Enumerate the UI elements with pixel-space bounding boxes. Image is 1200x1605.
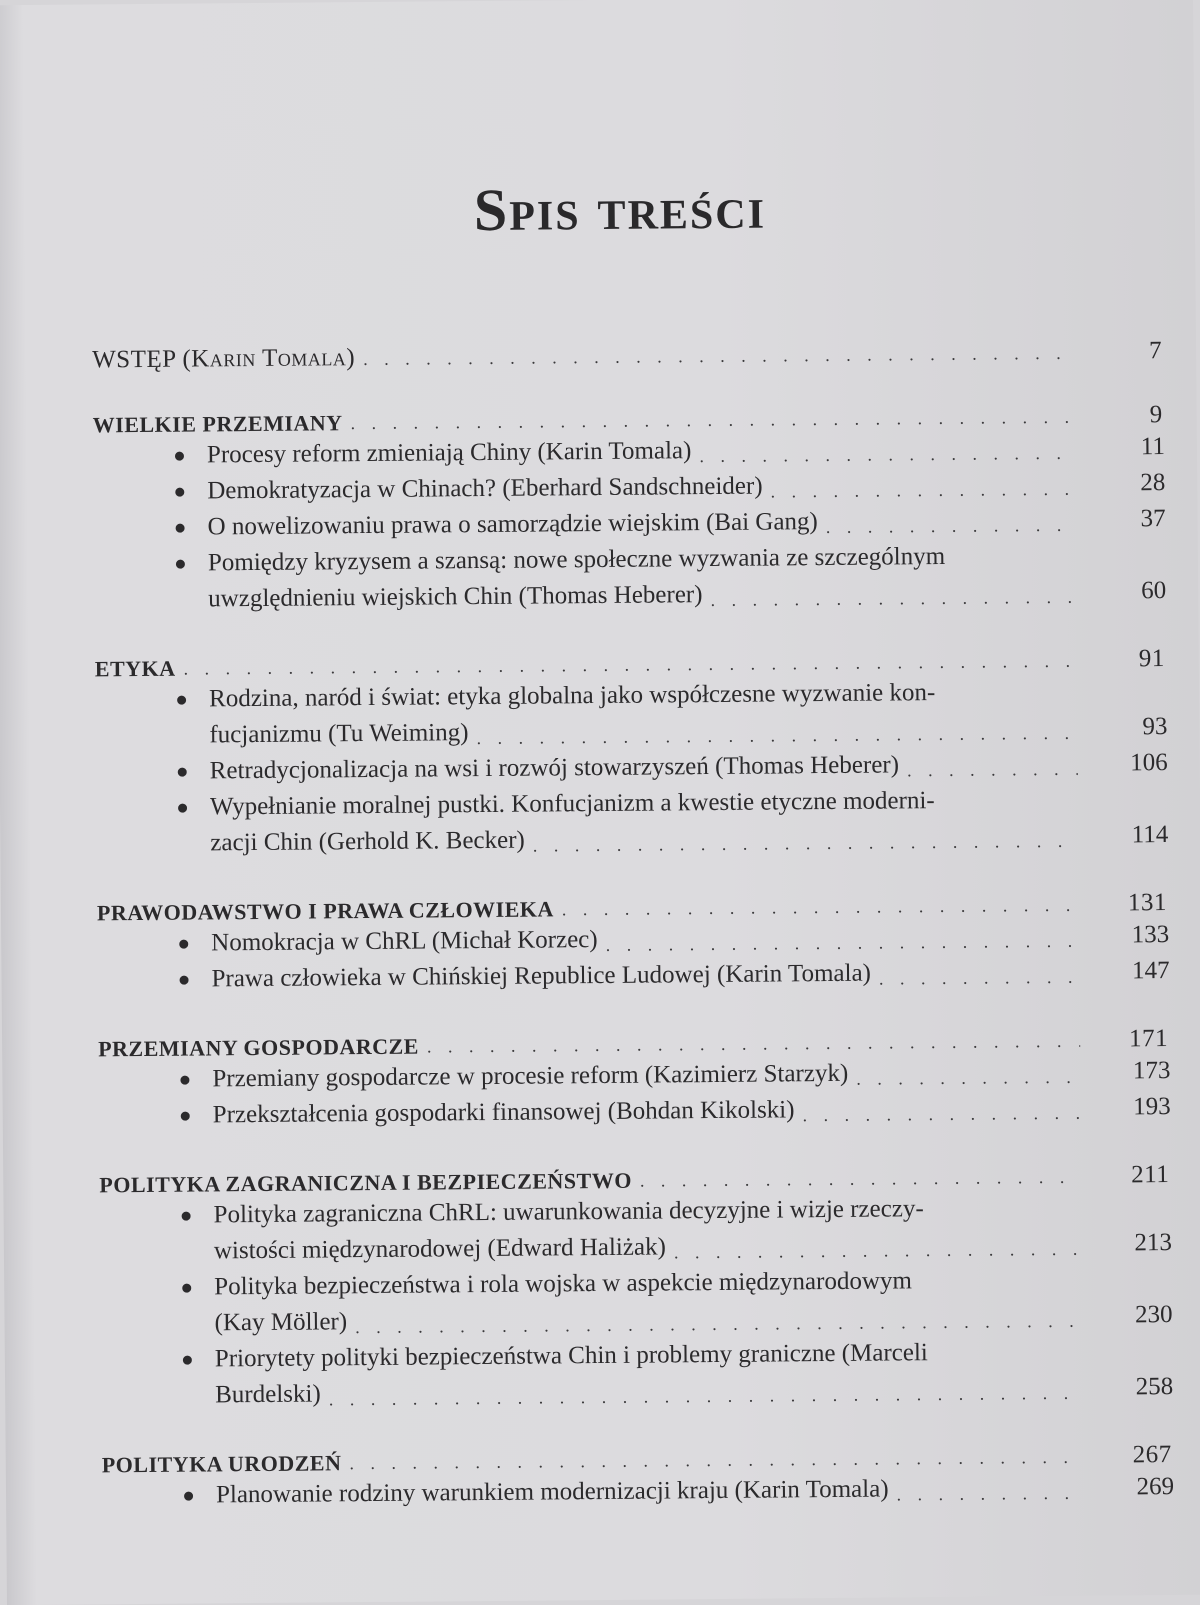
section-title: WSTĘP (Karin Tomala) (92, 344, 356, 374)
bullet-icon (182, 1284, 191, 1293)
entry-page-number: 193 (1133, 1093, 1171, 1121)
entry-last-line (210, 817, 1169, 861)
toc-entry[interactable] (184, 1469, 1175, 1514)
toc-entry[interactable] (178, 781, 1167, 862)
entry-last-line (215, 1469, 1175, 1513)
toc-entry[interactable] (181, 1089, 1169, 1134)
bullet-icon (184, 1492, 193, 1501)
entry-last-line (213, 1089, 1169, 1133)
dot-leader (606, 928, 1080, 958)
entry-page-number: 230 (1134, 1301, 1173, 1329)
entry-page-number: 28 (1140, 469, 1166, 497)
entry-title-line: uwzględnieniu wiejskich Chin (Thomas Heberer) (208, 581, 703, 613)
entry-title-line: Burdelski) (215, 1380, 321, 1409)
entry-title-line: Polityka bezpieczeństwa i rola wojska w aspekcie międzynarodowym (214, 1267, 913, 1301)
toc-entry[interactable] (181, 1189, 1173, 1270)
section-title: ETYKA (94, 655, 176, 682)
entry-title-line: fucjanizmu (Tu Weiming) (209, 719, 469, 749)
entry-page-number: 37 (1140, 505, 1166, 533)
entry-page-number: 11 (1140, 433, 1166, 461)
entry-title-line: Retradycjonalizacja na wsi i rozwój stowarzyszeń (Thomas Heberer) (209, 751, 900, 785)
entry-page-number: 213 (1134, 1229, 1173, 1257)
entry-page-number: 269 (1136, 1473, 1175, 1501)
dot-leader (879, 964, 1080, 992)
entry-title-line: Polityka zagraniczna ChRL: uwarunkowania decyzyjne i wizje rzeczy- (213, 1195, 924, 1229)
entry-title-line: Przekształcenia gospodarki finansowej (Bohdan Kikolski) (212, 1096, 795, 1129)
section-page-number: 9 (1149, 401, 1163, 429)
toc-entry[interactable] (179, 953, 1170, 998)
bullet-icon (180, 976, 189, 985)
entry-last-line (211, 953, 1170, 997)
dot-leader (802, 1100, 1080, 1128)
entry-list (175, 429, 1165, 618)
section-title: WIELKIE PRZEMIANY (92, 410, 343, 438)
entry-title-line: O nowelizowaniu prawa o samorządzie wiejskim (Bai Gang) (207, 508, 818, 541)
entry-title-line: zacji Chin (Gerhold K. Becker) (210, 826, 525, 857)
toc-entry[interactable] (177, 673, 1166, 754)
dot-leader (329, 1380, 1084, 1413)
dot-leader (710, 584, 1076, 613)
dot-leader (856, 1064, 1080, 1092)
page-title: Spis treści (473, 174, 767, 244)
bullet-icon (175, 488, 184, 497)
bullet-icon (182, 1212, 191, 1221)
entry-last-line (215, 1369, 1174, 1413)
bullet-icon (178, 804, 187, 813)
dot-leader (897, 1480, 1085, 1508)
entry-page-number: 60 (1141, 577, 1167, 605)
entry-last-line (208, 573, 1167, 617)
bullet-icon (175, 452, 184, 461)
bullet-icon (180, 1076, 189, 1085)
section-title: PRAWODAWSTWO I PRAWA CZŁOWIEKA (96, 896, 554, 926)
entry-page-number: 133 (1131, 921, 1170, 949)
entry-title-line: Demokratyzacja w Chinach? (Eberhard Sandschneider) (207, 472, 763, 505)
bullet-icon (176, 524, 185, 533)
section-title: POLITYKA ZAGRANICZNA I BEZPIECZEŃSTWO (99, 1167, 632, 1198)
toc-section-polityka-urodzen (102, 1431, 1173, 1514)
section-page-number: 7 (1148, 337, 1163, 365)
toc-section-prawodawstwo (97, 879, 1168, 998)
bullet-icon (178, 768, 187, 777)
entry-list (179, 917, 1168, 998)
entry-title-line: Pomiędzy kryzysem a szansą: nowe społeczne wyzwania ze szczególnym (207, 542, 946, 577)
bullet-icon (177, 696, 186, 705)
toc-section-wstep (92, 321, 1162, 374)
toc-entry[interactable] (176, 537, 1165, 618)
entry-list (184, 1469, 1175, 1514)
section-page-number: 131 (1127, 889, 1168, 917)
section-page-number: 267 (1132, 1441, 1172, 1469)
entry-title-line: Prawa człowieka w Chińskiej Republice Ludowej (Karin Tomala) (211, 959, 872, 993)
entry-title-line: Priorytety polityki bezpieczeństwa Chin i problemy graniczne (Marceli (214, 1339, 928, 1373)
entry-title-line: wistości międzynarodowej (Edward Haliżak) (213, 1233, 666, 1265)
entry-title-line: (Kay Möller) (214, 1308, 348, 1337)
section-title: POLITYKA URODZEŃ (101, 1450, 342, 1478)
entry-page-number: 106 (1130, 749, 1168, 777)
dot-leader (640, 1164, 1082, 1194)
bullet-icon (183, 1356, 192, 1365)
dot-leader (826, 512, 1076, 540)
entry-title-line: Nomokracja w ChRL (Michał Korzec) (211, 926, 598, 957)
entry-list (177, 673, 1167, 862)
bullet-icon (181, 1112, 190, 1121)
entry-page-number: 173 (1132, 1057, 1171, 1085)
section-page-number: 211 (1131, 1161, 1170, 1189)
toc-section-polityka-zagraniczna (99, 1151, 1174, 1414)
entry-title-line: Procesy reform zmieniają Chiny (Karin Tomala) (206, 437, 692, 469)
entry-title-line: Wypełnianie moralnej pustki. Konfucjanizm a kwestie etyczne moderni- (209, 787, 935, 821)
toc-entry[interactable] (182, 1261, 1171, 1342)
entry-list (180, 1053, 1169, 1134)
section-page-number: 171 (1128, 1025, 1169, 1053)
toc-section-wielkie-przemiany (92, 391, 1167, 618)
dot-leader (363, 340, 1074, 372)
bullet-icon (179, 940, 188, 949)
entry-title-line: Rodzina, naród i świat: etyka globalna jako współczesne wyzwanie kon- (208, 679, 936, 713)
entry-list (181, 1189, 1174, 1414)
bullet-icon (176, 560, 185, 569)
entry-page-number: 258 (1135, 1373, 1174, 1401)
dot-leader (771, 476, 1076, 505)
entry-page-number: 93 (1142, 713, 1168, 741)
table-of-contents (92, 321, 1173, 1540)
entry-title-line: Przemiany gospodarcze w procesie reform (Kazimierz Starzyk) (212, 1059, 849, 1093)
dot-leader (699, 440, 1075, 469)
toc-entry[interactable] (183, 1333, 1172, 1414)
toc-section-przemiany-gospodarcze (98, 1015, 1169, 1134)
dot-leader (533, 828, 1079, 859)
section-page-number: 91 (1138, 645, 1165, 673)
section-heading-row[interactable] (92, 321, 1162, 374)
dot-leader (674, 1236, 1082, 1266)
entry-title-line: Planowanie rodziny warunkiem modernizacji kraju (Karin Tomala) (215, 1475, 889, 1509)
entry-page-number: 114 (1131, 821, 1169, 849)
entry-page-number: 147 (1131, 957, 1170, 985)
section-title: PRZEMIANY GOSPODARCZE (98, 1033, 420, 1062)
dot-leader (907, 756, 1078, 783)
toc-section-etyka (95, 635, 1167, 862)
